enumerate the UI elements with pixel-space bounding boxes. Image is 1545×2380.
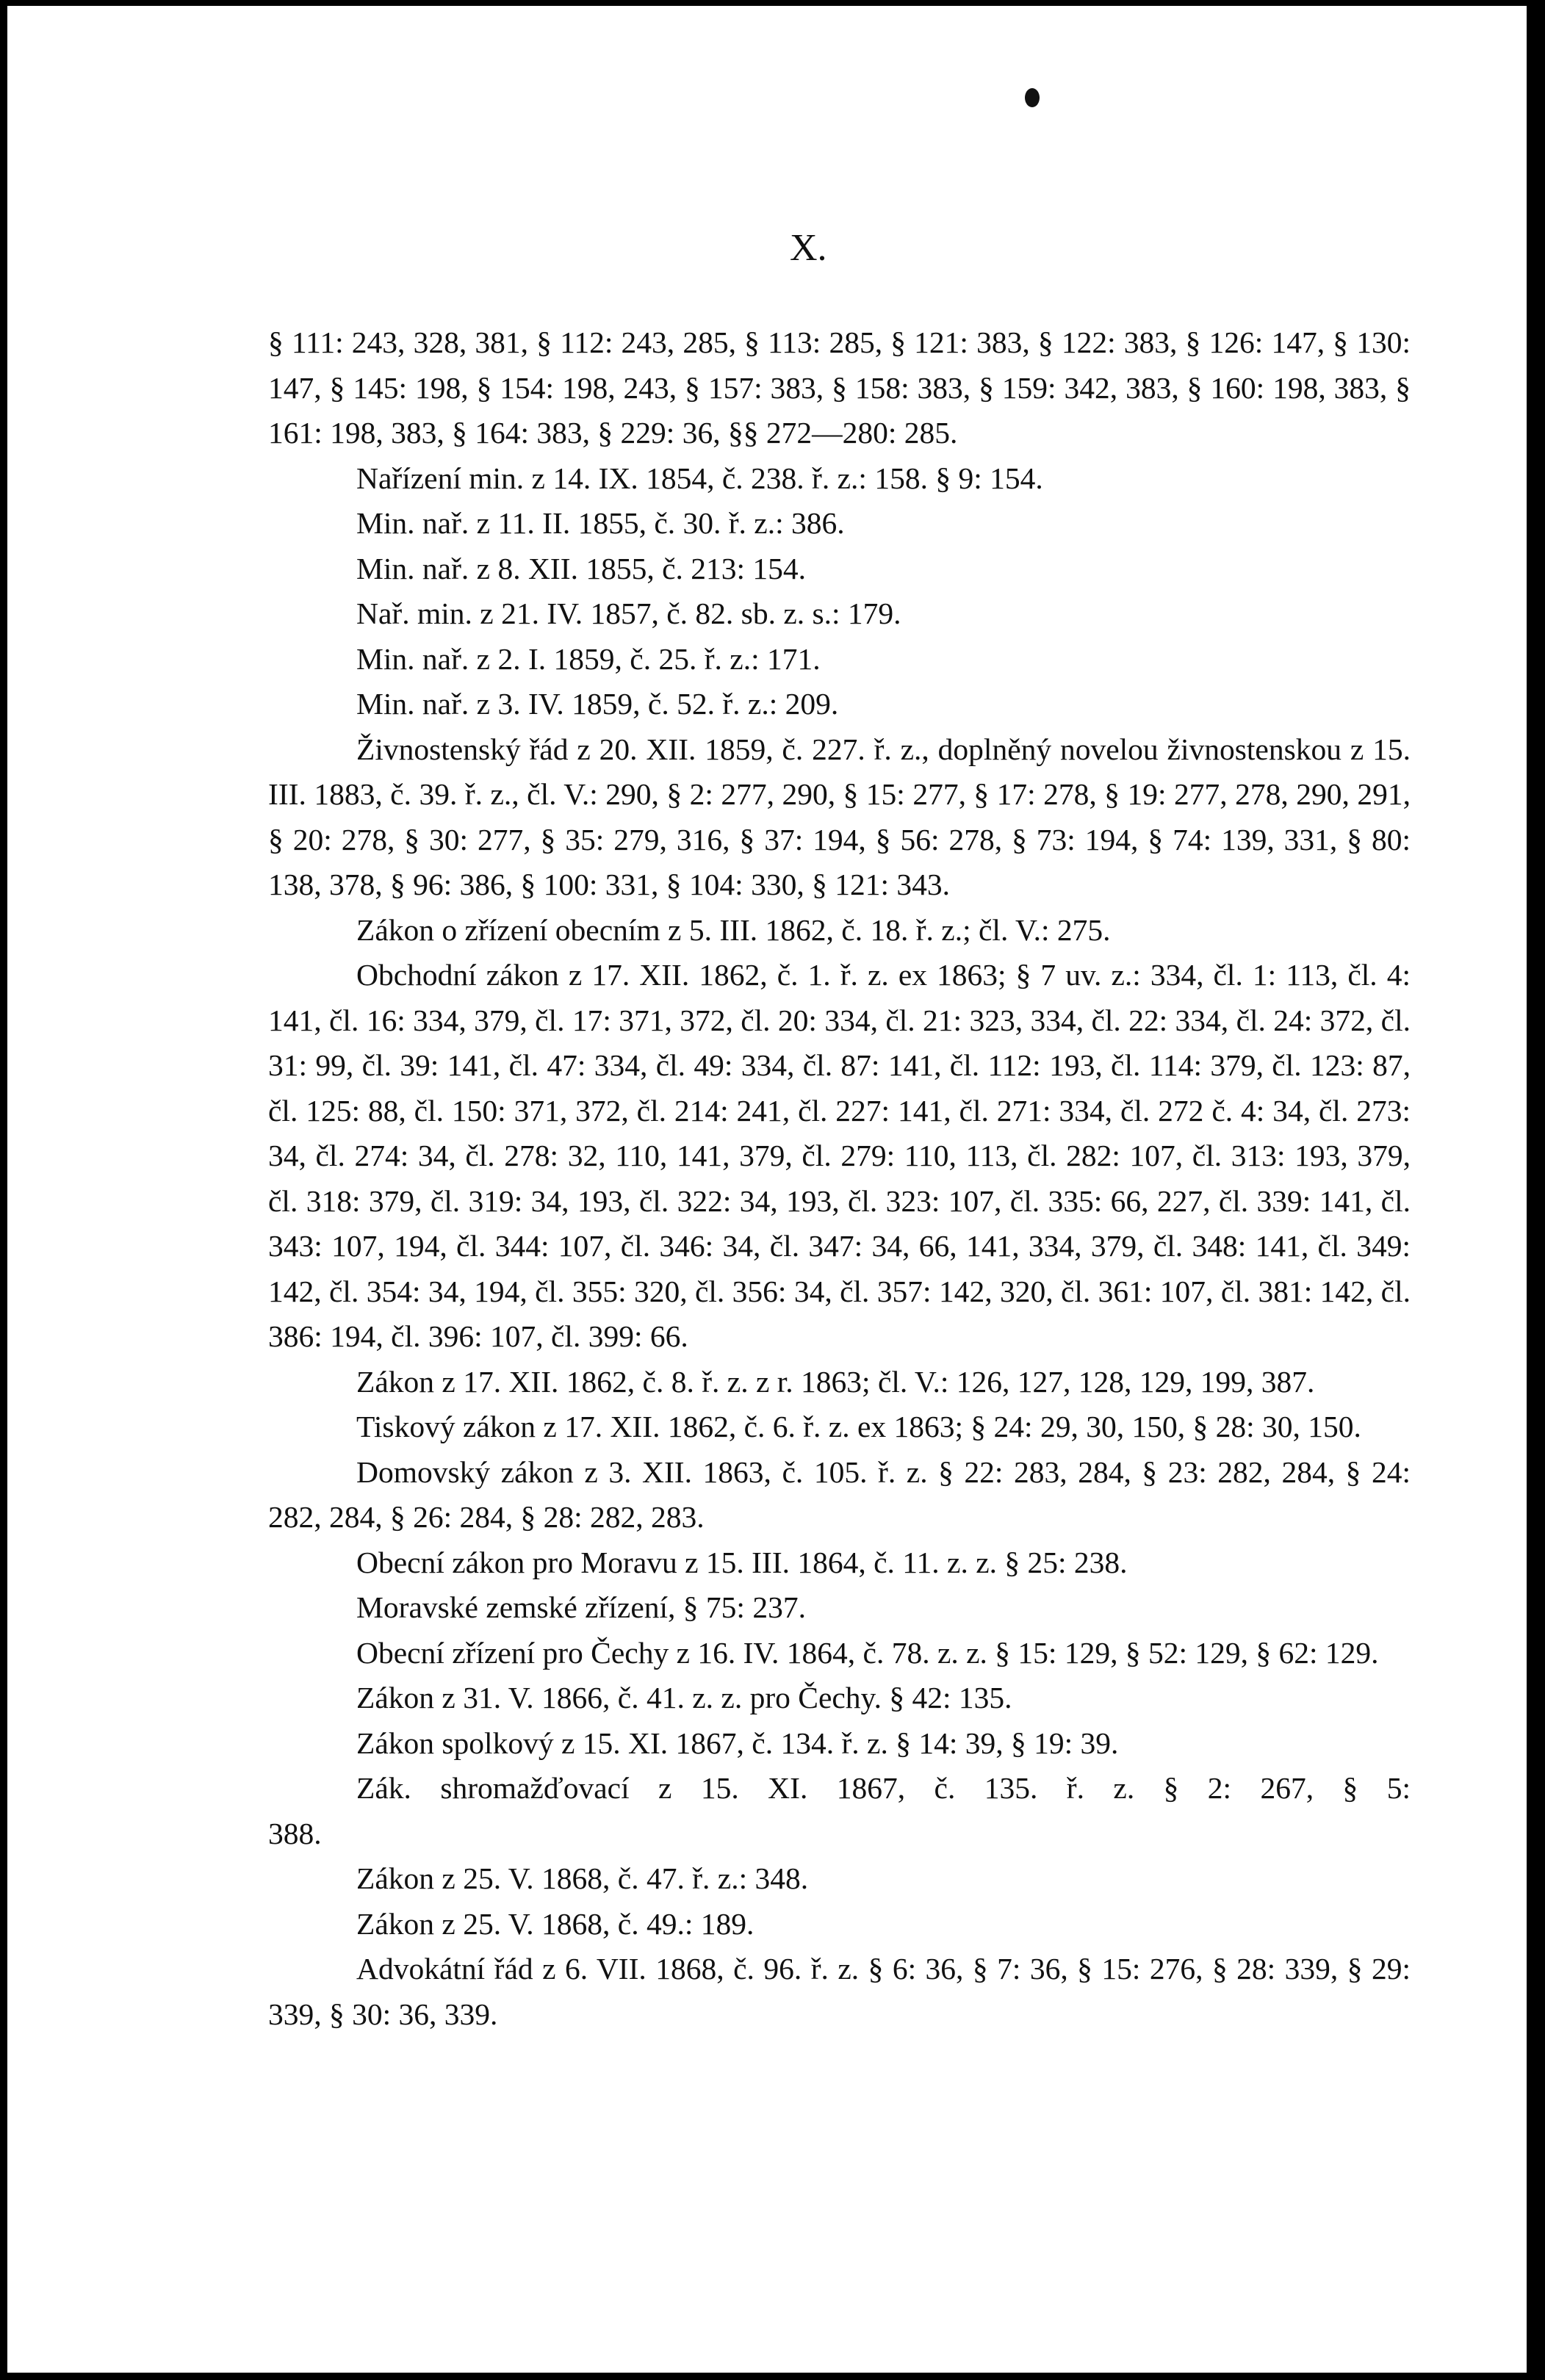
index-entry-moravske-zemske-zrizeni: Moravské zemské zřízení, § 75: 237. <box>356 1590 806 1624</box>
index-entry-advokatni-rad: Advokátní řád z 6. VII. 1868, č. 96. ř. z. § 6: 36, § 7: 36, § 15: 276, § 28: 339, § 29: 339, § 30: 36, 339. <box>268 1952 1411 2031</box>
index-entry-obecni-zakon-morava: Obecní zákon pro Moravu z 15. III. 1864, č. 11. z. z. § 25: 238. <box>356 1545 1128 1579</box>
index-entry-narizeni-1854: Nařízení min. z 14. IX. 1854, č. 238. ř. z.: 158. § 9: 154. <box>356 461 1043 495</box>
index-entry-zak-shromazdovaci-a: Zák. shromažďovací z 15. XI. 1867, č. 135. ř. z. § 2: 267, § 5: <box>356 1771 1411 1805</box>
index-entry-zakon-1868-c47: Zákon z 25. V. 1868, č. 47. ř. z.: 348. <box>356 1861 809 1895</box>
page-header: X. <box>790 227 827 269</box>
index-entry-zak-shromazdovaci-b: 388. <box>268 1816 322 1850</box>
index-entry-obchodni-zakon: Obchodní zákon z 17. XII. 1862, č. 1. ř. z. ex 1863; § 7 uv. z.: 334, čl. 1: 113, čl. 4: 141, čl. 16: 334, 379, čl. 17: 371, 372, čl. 20: 334, čl. 21: 323, 334, čl. 22: 334, čl. 24: 372, čl. 31: 99, čl. 39: 141, čl. 47: 334, čl. 49: 334, čl. 87: 141, čl. 112: 193, čl. 114: 379, čl. 123: 87, čl. 125: 88, čl. 150: 371, 372, čl. 214: 241, čl. 227: 141, čl. 271: 334, čl. 272 č. 4: 34, čl. 273: 34, čl. 274: 34, čl. 278: 32, 110, 141, 379, čl. 279: 110, 113, čl. 282: 107, čl. 313: 193, 379, čl. 318: 379, čl. 319: 34, 193, čl. 322: 34, 193, čl. 323: 107, čl. 335: 66, 227, čl. 339: 141, čl. 343: 107, 194, čl. 344: 107, čl. 346: 34, čl. 347: 34, 66, 141, 334, 379, čl. 348: 141, čl. 349: 142, čl. 354: 34, 194, čl. 355: 320, čl. 356: 34, čl. 357: 142, 320, čl. 361: 107, čl. 381: 142, čl. 386: 194, čl. 396: 107, čl. 399: 66. <box>268 958 1411 1353</box>
book-page <box>7 6 1527 2373</box>
index-entry-min-nar-1855-ii: Min. nař. z 11. II. 1855, č. 30. ř. z.: 386. <box>356 506 845 540</box>
index-entry-zakon-obecni-zrizeni-1862: Zákon o zřízení obecním z 5. III. 1862, č. 18. ř. z.; čl. V.: 275. <box>356 912 1111 947</box>
index-entry-zakon-1866: Zákon z 31. V. 1866, č. 41. z. z. pro Čechy. § 42: 135. <box>356 1681 1012 1714</box>
index-entry-zakon-1862-c8: Zákon z 17. XII. 1862, č. 8. ř. z. z r. 1863; čl. V.: 126, 127, 128, 129, 199, 387. <box>356 1364 1315 1399</box>
index-entry-nar-min-1857: Nař. min. z 21. IV. 1857, č. 82. sb. z. s.: 179. <box>356 596 901 630</box>
index-entry-min-nar-1859-iv: Min. nař. z 3. IV. 1859, č. 52. ř. z.: 209. <box>356 687 839 721</box>
index-entry-zakon-1868-c49: Zákon z 25. V. 1868, č. 49.: 189. <box>356 1906 755 1941</box>
index-entry-min-nar-1859-i: Min. nař. z 2. I. 1859, č. 25. ř. z.: 171. <box>356 641 821 676</box>
index-entry-zakon-spolkovy: Zákon spolkový z 15. XI. 1867, č. 134. ř. z. § 14: 39, § 19: 39. <box>356 1726 1119 1760</box>
index-entry-par-111-164: § 111: 243, 328, 381, § 112: 243, 285, § 113: 285, § 121: 383, § 122: 383, § 126: 147, § 130: 147, § 145: 198, § 154: 198, 243, § 157: 383, § 158: 383, § 159: 342, 383, § 160: 198, 383, § 161: 198, 383, § 164: 383, § 229: 36, §§ 272—280: 285. <box>268 325 1411 450</box>
index-entry-min-nar-1855-xii: Min. nař. z 8. XII. 1855, č. 213: 154. <box>356 551 807 585</box>
index-entry-domovsky-zakon: Domovský zákon z 3. XII. 1863, č. 105. ř. z. § 22: 283, 284, § 23: 282, 284, § 24: 282, 284, § 26: 284, § 28: 282, 283. <box>268 1454 1411 1534</box>
index-entry-obecni-zrizeni-cechy: Obecní zřízení pro Čechy z 16. IV. 1864, č. 78. z. z. § 15: 129, § 52: 129, § 62: 129. <box>356 1635 1379 1670</box>
scan-speck <box>1025 88 1040 107</box>
index-entries <box>268 320 1411 2037</box>
index-entry-tiskovy-zakon: Tiskový zákon z 17. XII. 1862, č. 6. ř. z. ex 1863; § 24: 29, 30, 150, § 28: 30, 150. <box>356 1410 1361 1443</box>
index-entry-zivnostensky-rad: Živnostenský řád z 20. XII. 1859, č. 227. ř. z., doplněný novelou živnostenskou z 15. III. 1883, č. 39. ř. z., čl. V.: 290, § 2: 277, 290, § 15: 277, § 17: 278, § 19: 277, 278, 290, 291, § 20: 278, § 30: 277, § 35: 279, 316, § 37: 194, § 56: 278, § 73: 194, § 74: 139, 331, § 80: 138, 378, § 96: 386, § 100: 331, § 104: 330, § 121: 343. <box>268 732 1411 901</box>
